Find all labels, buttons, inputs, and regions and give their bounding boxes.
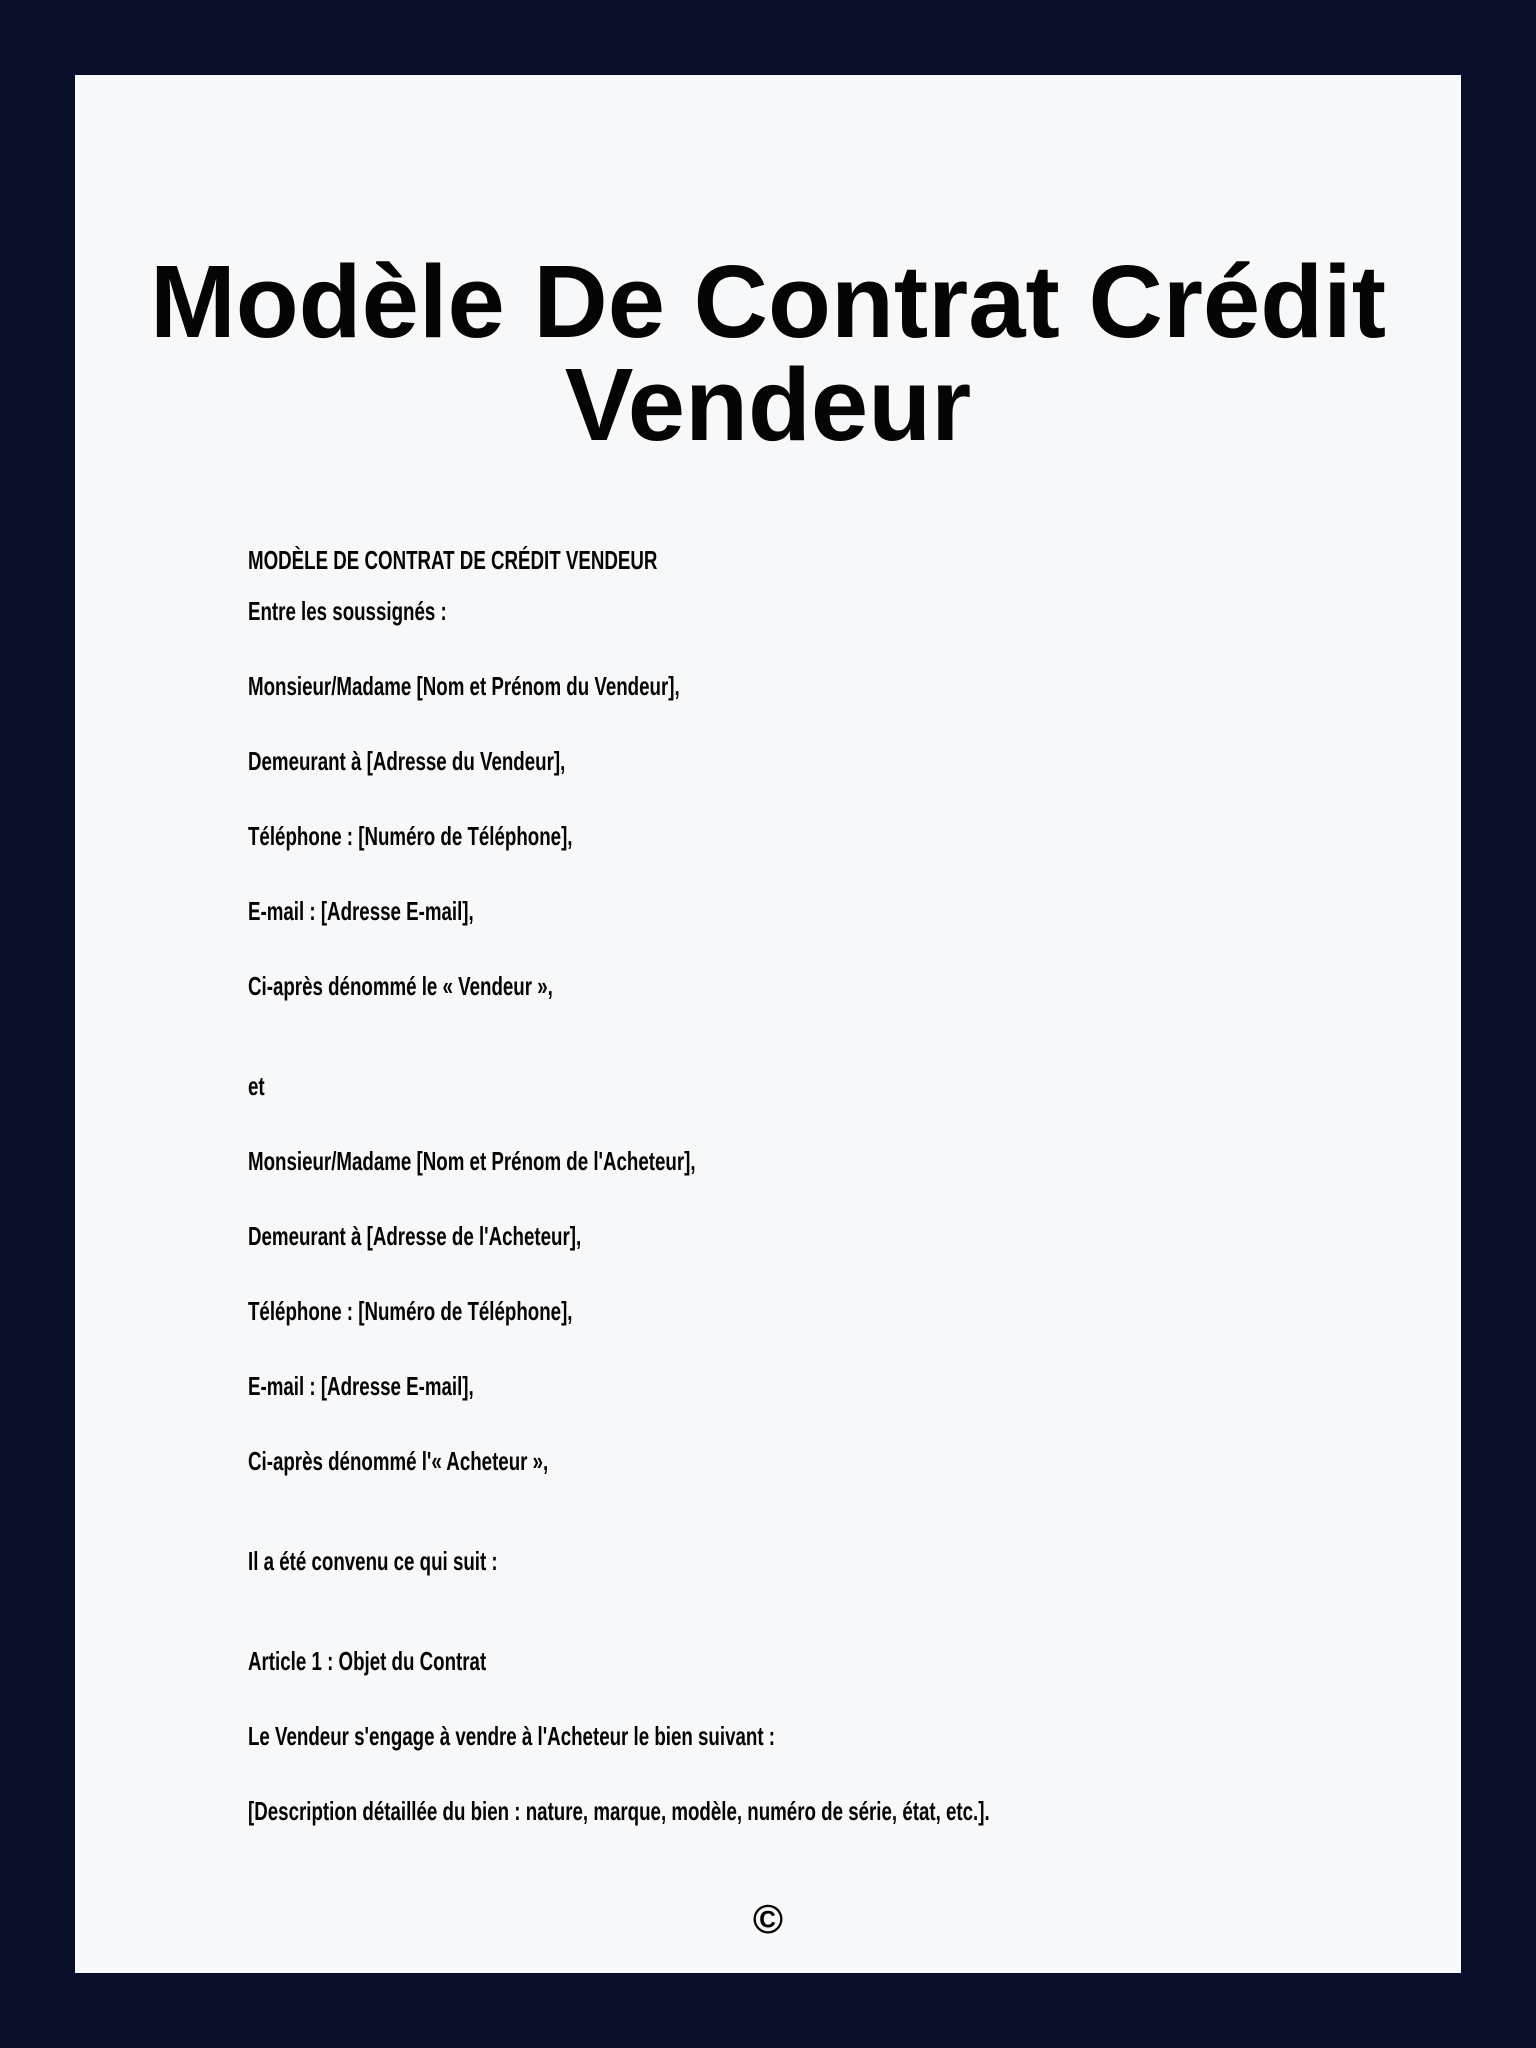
contract-paragraph: Le Vendeur s'engage à vendre à l'Acheteur le bien suivant : bbox=[248, 1721, 775, 1751]
contract-paragraph: Il a été convenu ce qui suit : bbox=[248, 1546, 498, 1576]
contract-paragraph: Article 1 : Objet du Contrat bbox=[248, 1646, 487, 1676]
copyright-icon: © bbox=[752, 1896, 784, 1942]
contract-paragraph: Monsieur/Madame [Nom et Prénom du Vendeur], bbox=[248, 671, 680, 701]
contract-paragraph: E-mail : [Adresse E-mail], bbox=[248, 1371, 474, 1401]
contract-paragraph: [Description détaillée du bien : nature, marque, modèle, numéro de série, état, etc.]. bbox=[248, 1796, 990, 1826]
contract-paragraph: Ci-après dénommé le « Vendeur », bbox=[248, 971, 553, 1001]
contract-paragraph: Entre les soussignés : bbox=[248, 596, 447, 626]
contract-paragraph: Demeurant à [Adresse du Vendeur], bbox=[248, 746, 566, 776]
document-footer bbox=[75, 1896, 1461, 1942]
contract-paragraph: et bbox=[248, 1071, 265, 1101]
contract-paragraph: Téléphone : [Numéro de Téléphone], bbox=[248, 1296, 573, 1326]
contract-paragraph: Téléphone : [Numéro de Téléphone], bbox=[248, 821, 573, 851]
contract-paragraph: Monsieur/Madame [Nom et Prénom de l'Acheteur], bbox=[248, 1146, 696, 1176]
contract-paragraph: Demeurant à [Adresse de l'Acheteur], bbox=[248, 1221, 582, 1251]
document-title: Modèle De Contrat Crédit Vendeur bbox=[149, 244, 1387, 462]
document-page bbox=[75, 75, 1461, 1973]
contract-paragraph: Ci-après dénommé l'« Acheteur », bbox=[248, 1446, 549, 1476]
contract-paragraph: E-mail : [Adresse E-mail], bbox=[248, 896, 474, 926]
contract-body bbox=[75, 547, 1461, 1824]
contract-paragraph: MODÈLE DE CONTRAT DE CRÉDIT VENDEUR bbox=[248, 545, 658, 575]
